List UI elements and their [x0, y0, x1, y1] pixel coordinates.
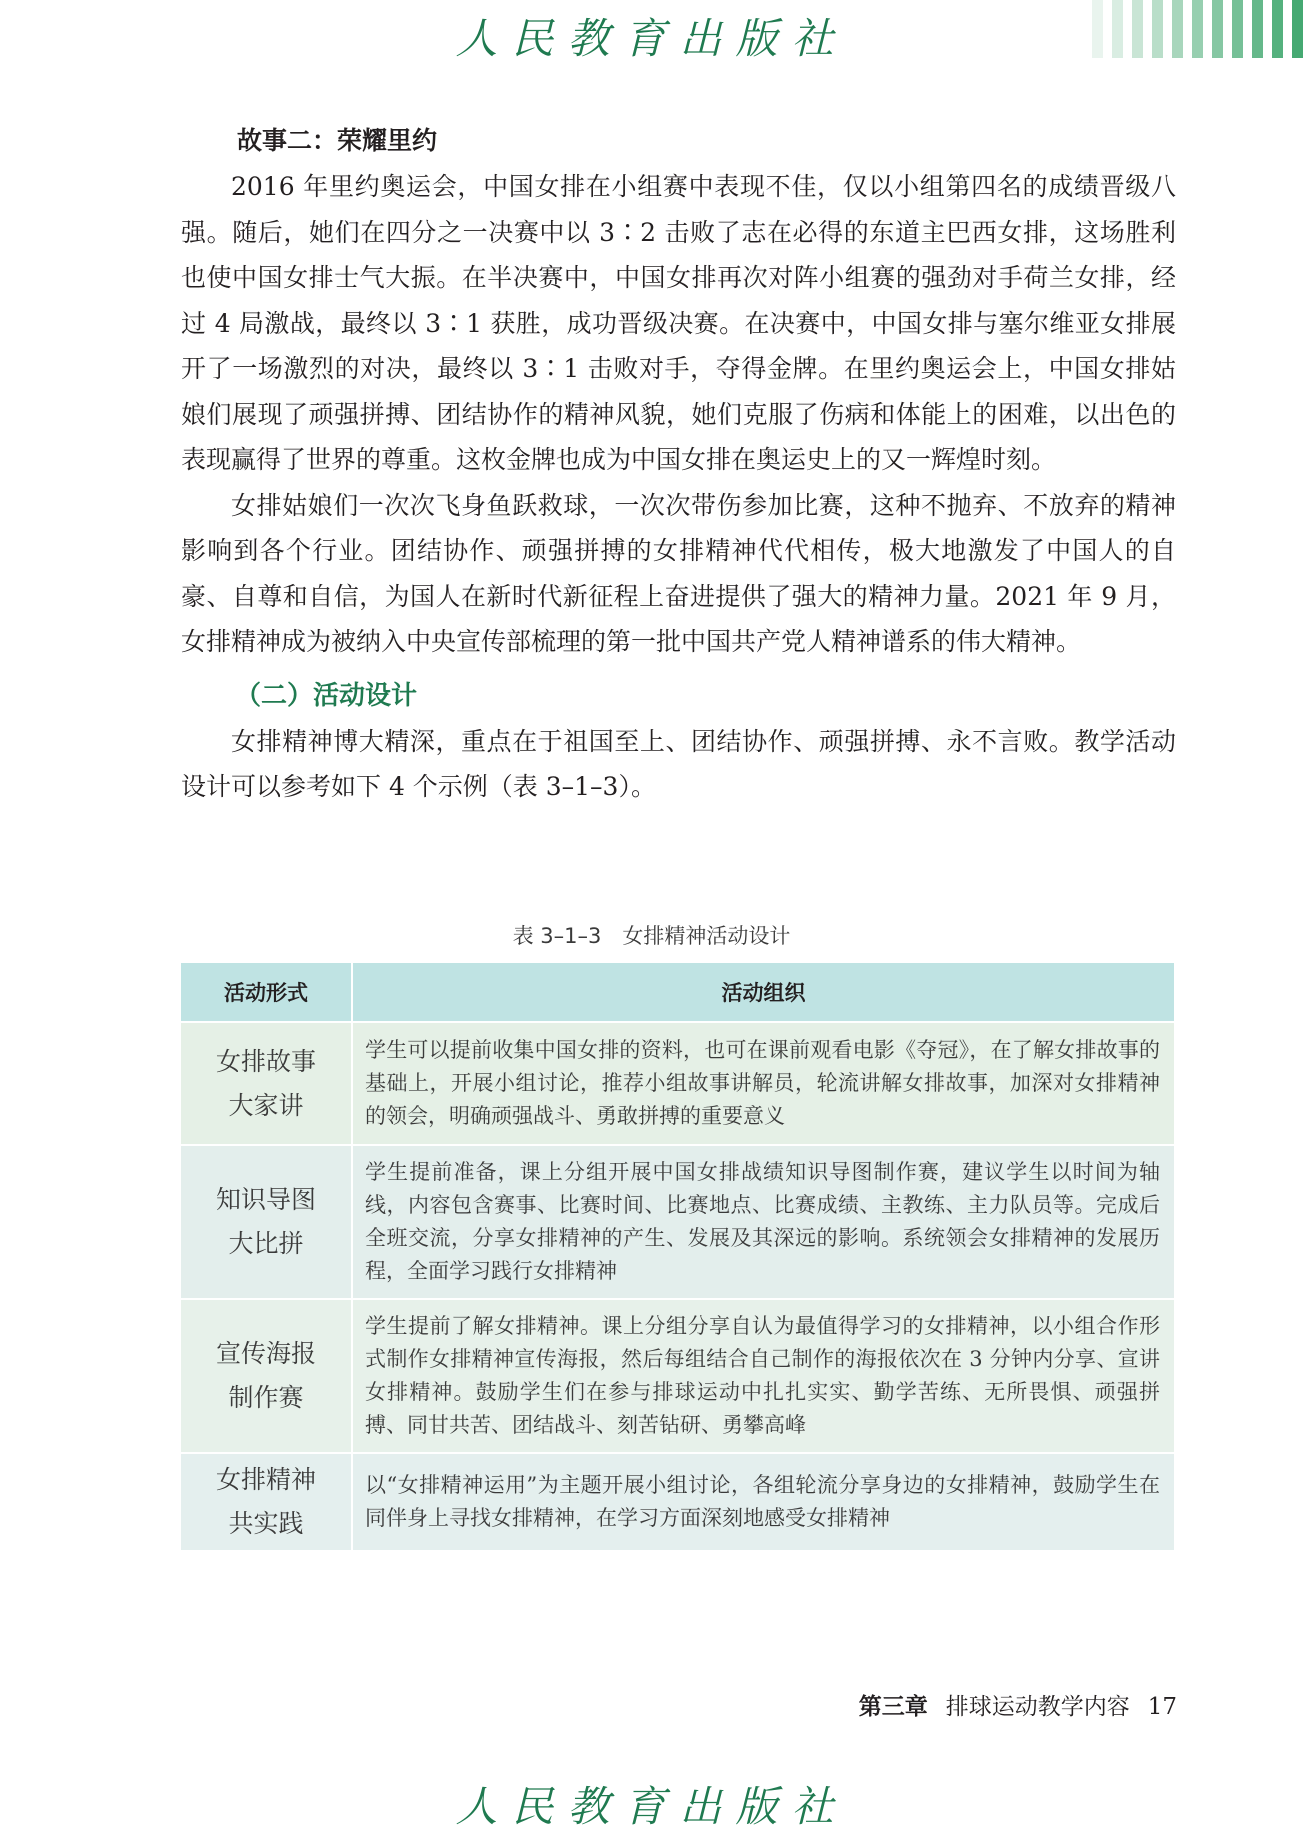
story-paragraph: 女排姑娘们一次次飞身鱼跃救球，一次次带伤参加比赛，这种不抛弃、不放弃的精神影响到各个行业。团结协作、顽强拼搏的女排精神代代相传，极大地激发了中国人的自豪、自尊和自信，为国人在新时代新征程上奋进提供了强大的精神力量。2021 年 9 月，女排精神成为被纳入中央宣传部梳理的第一批中国共产党人精神谱系的伟大精神。 [181, 490, 1176, 656]
activity-org-cell: 学生提前准备，课上分组开展中国女排战绩知识导图制作赛，建议学生以时间为轴线，内容包含赛事、比赛时间、比赛地点、比赛成绩、主教练、主力队员等。完成后全班交流，分享女排精神的产生、发展及其深远的影响。系统领会女排精神的发展历程，全面学习践行女排精神 [352, 1145, 1175, 1299]
table-header-row [181, 963, 1175, 1022]
activity-form-cell: 宣传海报 制作赛 [181, 1299, 352, 1453]
story-title: 故事二：荣耀里约 [237, 126, 438, 155]
table-row [181, 1145, 1175, 1299]
table-row [181, 1453, 1175, 1551]
table-header-form: 活动形式 [181, 963, 352, 1022]
footer-chapter-title: 排球运动教学内容 [945, 1694, 1130, 1720]
table-header-org: 活动组织 [352, 963, 1175, 1022]
activity-org-cell: 学生提前了解女排精神。课上分组分享自认为最值得学习的女排精神，以小组合作形式制作女排精神宣传海报，然后每组结合自己制作的海报依次在 3 分钟内分享、宣讲女排精神。鼓励学生们在参与排球运动中扎扎实实、勤学苦练、无所畏惧、顽强拼搏、同甘共苦、团结战斗、刻苦钻研、勇攀高峰 [352, 1299, 1175, 1453]
story-paragraph: 2016 年里约奥运会，中国女排在小组赛中表现不佳，仅以小组第四名的成绩晋级八强。随后，她们在四分之一决赛中以 3∶2 击败了志在必得的东道主巴西女排，这场胜利也使中国女排士气大振。在半决赛中，中国女排再次对阵小组赛的强劲对手荷兰女排，经过 4 局激战，最终以 3∶1 获胜，成功晋级决赛。在决赛中，中国女排与塞尔维亚女排展开了一场激烈的对决，最终以 3∶1 击败对手，夺得金牌。在里约奥运会上，中国女排姑娘们展现了顽强拼搏、团结协作的精神风貌，她们克服了伤病和体能上的困难，以出色的表现赢得了世界的尊重。这枚金牌也成为中国女排在奥运史上的又一辉煌时刻。 [181, 172, 1176, 474]
activity-org-cell: 学生可以提前收集中国女排的资料，也可在课前观看电影《夺冠》，在了解女排故事的基础上，开展小组讨论，推荐小组故事讲解员，轮流讲解女排故事，加深对女排精神的领会，明确顽强战斗、勇敢拼搏的重要意义 [352, 1022, 1175, 1145]
main-content [181, 118, 1176, 810]
publisher-logo-footer: 人民教育出版社 [455, 1782, 848, 1831]
activity-form-cell: 女排故事 大家讲 [181, 1022, 352, 1145]
activity-table [181, 963, 1176, 1552]
header-stripes [1022, 0, 1303, 58]
section-intro: 女排精神博大精深，重点在于祖国至上、团结协作、顽强拼搏、永不言败。教学活动设计可以参考如下 4 个示例（表 3–1–3）。 [181, 726, 1176, 801]
table-row [181, 1299, 1175, 1453]
publisher-logo-header: 人民教育出版社 [455, 14, 848, 63]
table-row [181, 1022, 1175, 1145]
footer-chapter: 第三章 [858, 1694, 928, 1720]
activity-org-cell: 以“女排精神运用”为主题开展小组讨论，各组轮流分享身边的女排精神，鼓励学生在同伴身上寻找女排精神，在学习方面深刻地感受女排精神 [352, 1453, 1175, 1551]
activity-form-cell: 女排精神 共实践 [181, 1453, 352, 1551]
section-title: （二）活动设计 [235, 680, 418, 711]
page-footer [859, 1688, 1177, 1721]
activity-form-cell: 知识导图 大比拼 [181, 1145, 352, 1299]
table-caption: 表 3–1–3 女排精神活动设计 [512, 924, 791, 948]
page-number: 17 [1147, 1694, 1177, 1720]
